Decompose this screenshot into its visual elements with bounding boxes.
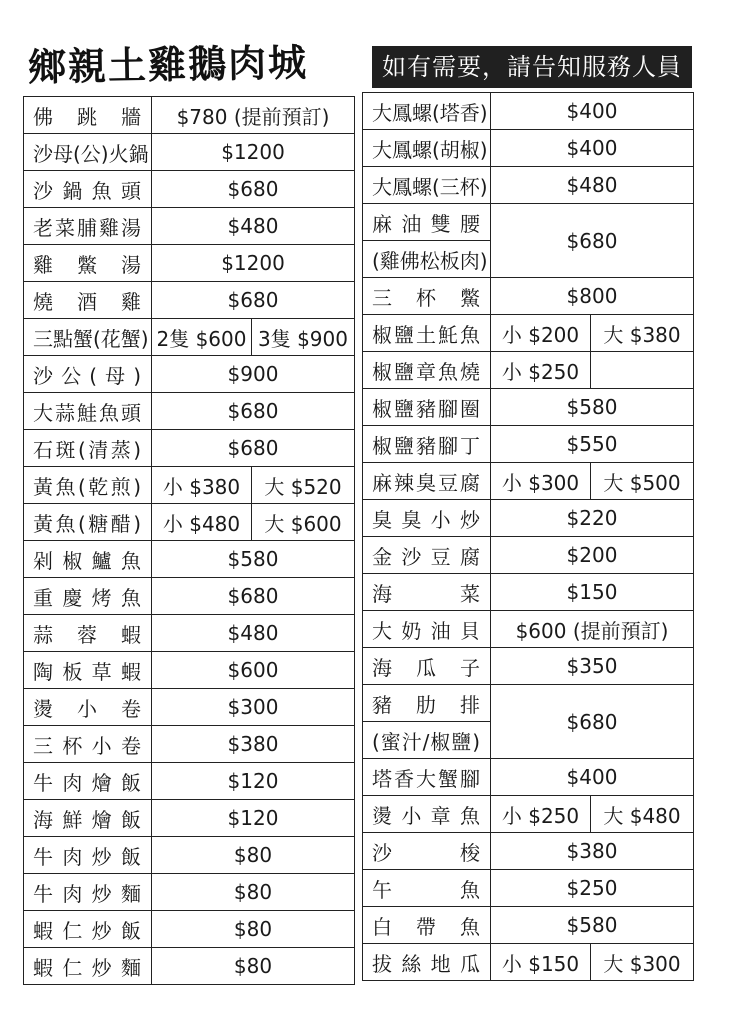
menu-row <box>24 467 355 504</box>
menu-row <box>363 574 694 611</box>
menu-row <box>363 278 694 315</box>
dish-price-option-2: 大 $480 <box>591 796 694 833</box>
menu-row <box>24 134 355 171</box>
dish-name: 沙梭 <box>363 833 491 870</box>
dish-name: 拔絲地瓜 <box>363 944 491 981</box>
service-notice-banner: 如有需要，請告知服務人員 <box>372 46 692 88</box>
dish-price: $80 <box>152 911 355 948</box>
dish-price-option-1: 小 $150 <box>491 944 591 981</box>
menu-row <box>24 763 355 800</box>
restaurant-title: 鄉親土雞鵝肉城 <box>27 39 309 90</box>
dish-price: $400 <box>491 130 694 167</box>
dish-price-option-2: 大 $300 <box>591 944 694 981</box>
dish-name: 黃魚(糖醋) <box>24 504 152 541</box>
menu-row <box>24 393 355 430</box>
dish-price: $680 <box>491 685 694 759</box>
dish-name: 麻辣臭豆腐 <box>363 463 491 500</box>
dish-name: 椒鹽章魚燒 <box>363 352 491 389</box>
dish-name: 白帶魚 <box>363 907 491 944</box>
dish-name: 臭臭小炒 <box>363 500 491 537</box>
menu-row <box>363 389 694 426</box>
menu-row <box>24 504 355 541</box>
dish-price: $680 <box>491 204 694 278</box>
dish-price: $380 <box>491 833 694 870</box>
menu-row <box>363 944 694 981</box>
dish-price-option-1: 小 $200 <box>491 315 591 352</box>
dish-price: $120 <box>152 800 355 837</box>
dish-price-option-1: 小 $250 <box>491 352 591 389</box>
dish-price-option-1: 小 $250 <box>491 796 591 833</box>
dish-name: 牛肉炒飯 <box>24 837 152 874</box>
menu-row <box>363 537 694 574</box>
dish-price: $300 <box>152 689 355 726</box>
dish-price: $800 <box>491 278 694 315</box>
dish-name: 椒鹽土魠魚 <box>363 315 491 352</box>
dish-price-option-1: 2隻 $600 <box>152 319 252 356</box>
dish-price-option-2: 3隻 $900 <box>252 319 355 356</box>
menu-row <box>363 167 694 204</box>
dish-price: $480 <box>152 208 355 245</box>
menu-row <box>363 500 694 537</box>
dish-name: 三杯小卷 <box>24 726 152 763</box>
dish-name: 牛肉燴飯 <box>24 763 152 800</box>
menu-row <box>363 426 694 463</box>
dish-price: $600 (提前預訂) <box>491 611 694 648</box>
dish-price: $600 <box>152 652 355 689</box>
menu-table-left <box>23 96 355 985</box>
dish-name: 雞鱉湯 <box>24 245 152 282</box>
dish-price-option-2: 大 $520 <box>252 467 355 504</box>
menu-row <box>363 870 694 907</box>
dish-price: $900 <box>152 356 355 393</box>
dish-name: 大奶油貝 <box>363 611 491 648</box>
dish-price: $150 <box>491 574 694 611</box>
dish-name: 老菜脯雞湯 <box>24 208 152 245</box>
menu-row <box>24 578 355 615</box>
menu-row <box>24 319 355 356</box>
dish-name: 金沙豆腐 <box>363 537 491 574</box>
dish-name: 重慶烤魚 <box>24 578 152 615</box>
menu-row <box>24 948 355 985</box>
dish-price-option-2: 大 $500 <box>591 463 694 500</box>
menu-row <box>24 356 355 393</box>
menu-row <box>363 648 694 685</box>
dish-price: $480 <box>491 167 694 204</box>
menu-row <box>24 689 355 726</box>
dish-name: 陶板草蝦 <box>24 652 152 689</box>
dish-name: 燙小卷 <box>24 689 152 726</box>
dish-name: 海菜 <box>363 574 491 611</box>
menu-row <box>363 759 694 796</box>
dish-name: 蝦仁炒飯 <box>24 911 152 948</box>
dish-price: $1200 <box>152 134 355 171</box>
dish-price: $400 <box>491 759 694 796</box>
menu-row <box>363 463 694 500</box>
dish-price: $80 <box>152 948 355 985</box>
dish-price: $80 <box>152 837 355 874</box>
menu-row <box>24 430 355 467</box>
dish-name: 椒鹽豬腳圈 <box>363 389 491 426</box>
dish-price: $680 <box>152 393 355 430</box>
dish-name: 午魚 <box>363 870 491 907</box>
dish-name: 剁椒鱸魚 <box>24 541 152 578</box>
dish-price: $220 <box>491 500 694 537</box>
dish-name: 沙鍋魚頭 <box>24 171 152 208</box>
menu-row <box>363 907 694 944</box>
dish-price: $580 <box>491 907 694 944</box>
dish-price: $1200 <box>152 245 355 282</box>
dish-name: 三杯鱉 <box>363 278 491 315</box>
dish-price-option-2: 大 $600 <box>252 504 355 541</box>
dish-price: $350 <box>491 648 694 685</box>
menu-row <box>24 874 355 911</box>
menu-row <box>363 93 694 130</box>
menu-row <box>24 911 355 948</box>
dish-price: $480 <box>152 615 355 652</box>
dish-price: $780 (提前預訂) <box>152 97 355 134</box>
menu-row <box>24 800 355 837</box>
dish-price-option-1: 小 $480 <box>152 504 252 541</box>
menu-row <box>24 652 355 689</box>
dish-name: 海鮮燴飯 <box>24 800 152 837</box>
dish-price-option-1: 小 $300 <box>491 463 591 500</box>
menu-row <box>24 208 355 245</box>
menu-row <box>363 685 694 722</box>
dish-name: 大鳳螺(三杯) <box>363 167 491 204</box>
dish-name: 沙公(母) <box>24 356 152 393</box>
dish-name-detail: (蜜汁/椒鹽) <box>363 722 491 759</box>
dish-name: 塔香大蟹腳 <box>363 759 491 796</box>
dish-name: 大鳳螺(胡椒) <box>363 130 491 167</box>
dish-name: 椒鹽豬腳丁 <box>363 426 491 463</box>
menu-row <box>24 541 355 578</box>
dish-name: 蒜蓉蝦 <box>24 615 152 652</box>
dish-price: $580 <box>152 541 355 578</box>
menu-row <box>363 315 694 352</box>
dish-price: $680 <box>152 430 355 467</box>
menu-table-right <box>362 92 694 981</box>
dish-name: 大鳳螺(塔香) <box>363 93 491 130</box>
dish-name: 海瓜子 <box>363 648 491 685</box>
menu-row <box>363 833 694 870</box>
dish-name: 佛跳牆 <box>24 97 152 134</box>
dish-name: 沙母(公)火鍋 <box>24 134 152 171</box>
dish-price: $680 <box>152 282 355 319</box>
dish-price: $400 <box>491 93 694 130</box>
dish-price: $200 <box>491 537 694 574</box>
dish-price: $120 <box>152 763 355 800</box>
dish-price: $550 <box>491 426 694 463</box>
menu-row <box>24 726 355 763</box>
dish-price: $580 <box>491 389 694 426</box>
dish-name: 三點蟹(花蟹) <box>24 319 152 356</box>
menu-row <box>24 282 355 319</box>
dish-name: 麻油雙腰 <box>363 204 491 241</box>
dish-name: 燙小章魚 <box>363 796 491 833</box>
dish-price-option-2 <box>591 352 694 389</box>
dish-name: 牛肉炒麵 <box>24 874 152 911</box>
dish-price-option-2: 大 $380 <box>591 315 694 352</box>
menu-row <box>24 171 355 208</box>
menu-row <box>363 204 694 241</box>
menu-row <box>363 796 694 833</box>
dish-name: 豬肋排 <box>363 685 491 722</box>
menu-row <box>363 611 694 648</box>
dish-price: $380 <box>152 726 355 763</box>
dish-price: $80 <box>152 874 355 911</box>
menu-row <box>24 837 355 874</box>
dish-name: 大蒜鮭魚頭 <box>24 393 152 430</box>
menu-row <box>24 245 355 282</box>
dish-price: $680 <box>152 578 355 615</box>
dish-price: $250 <box>491 870 694 907</box>
menu-row <box>24 97 355 134</box>
menu-row <box>363 352 694 389</box>
menu-row <box>363 130 694 167</box>
dish-name: 蝦仁炒麵 <box>24 948 152 985</box>
menu-header <box>0 0 730 92</box>
dish-name: 黃魚(乾煎) <box>24 467 152 504</box>
dish-name: 石斑(清蒸) <box>24 430 152 467</box>
dish-price: $680 <box>152 171 355 208</box>
dish-name: 燒酒雞 <box>24 282 152 319</box>
dish-name-detail: (雞佛松板肉) <box>363 241 491 278</box>
menu-row <box>24 615 355 652</box>
dish-price-option-1: 小 $380 <box>152 467 252 504</box>
